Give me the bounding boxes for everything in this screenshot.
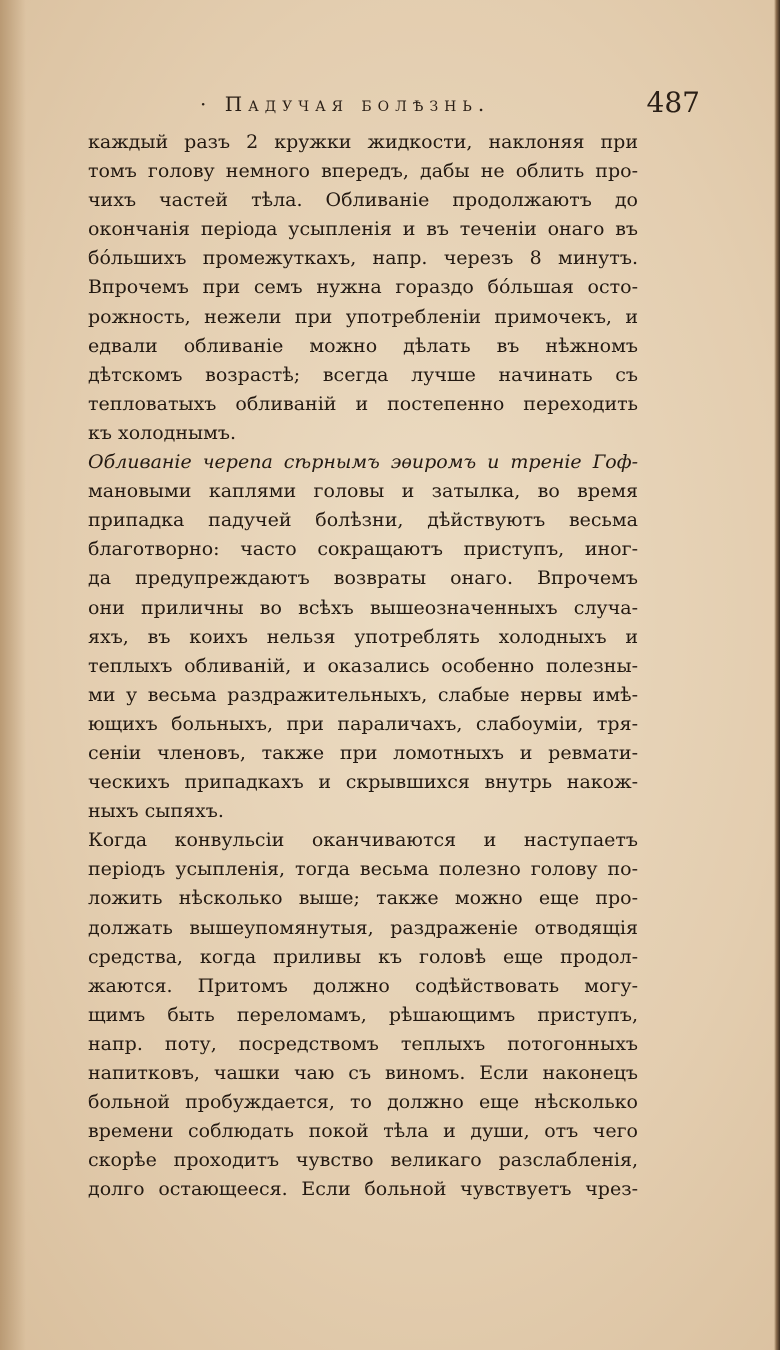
text-line: щимъ быть переломамъ, рѣшающимъ приступъ,	[88, 1003, 638, 1026]
text-line: тепловатыхъ обливаній и постепенно переходить	[88, 392, 638, 415]
text-line: рожность, нежели при употребленіи примочекъ, и	[88, 305, 638, 328]
text-line: каждый разъ 2 кружки жидкости, наклоняя при	[88, 131, 638, 153]
text-line: теплыхъ обливаній, и оказались особенно полезны-	[88, 654, 638, 677]
running-head: · Падучая болѣзнь.	[200, 92, 491, 116]
text-line: сеніи членовъ, также при ломотныхъ и ревмати-	[88, 741, 638, 764]
page-edge	[774, 0, 780, 1350]
text-line: едвали обливаніе можно дѣлать въ нѣжномъ	[88, 334, 638, 357]
paragraph-1	[88, 128, 638, 448]
body-text	[88, 128, 638, 1204]
text-line	[88, 448, 638, 477]
text-line: долго остающееся. Если больной чувствуетъ чрез-	[88, 1178, 638, 1201]
paragraph-2	[88, 448, 638, 826]
text-line: скорѣе проходитъ чувство великаго разслабленія,	[88, 1149, 638, 1172]
text-line: жаются. Притомъ должно содѣйствовать могу-	[88, 974, 638, 997]
text-line: ми у весьма раздражительныхъ, слабые нервы имѣ-	[88, 683, 638, 706]
text-line: благотворно: часто сокращаютъ приступъ, иног-	[88, 538, 638, 561]
text-line: яхъ, въ коихъ нельзя употреблять холодныхъ и	[88, 625, 638, 648]
spine-shadow	[0, 0, 26, 1350]
text-line: ющихъ больныхъ, при параличахъ, слабоуміи, тря-	[88, 712, 638, 735]
text-line: Когда конвульсіи оканчиваются и наступаетъ	[88, 829, 638, 852]
text-line: напр. поту, посредствомъ теплыхъ потогонныхъ	[88, 1032, 638, 1055]
text-line: окончанія періода усыпленія и въ теченіи онаго въ	[88, 218, 638, 241]
text-line: бо́льшихъ промежуткахъ, напр. черезъ 8 минутъ.	[88, 247, 638, 270]
page-number: 487	[646, 86, 700, 119]
italic-phrase: Обливаніе черепа сѣрнымъ эѳиромъ и треніе Гоф-	[88, 451, 638, 474]
text-line: томъ голову немного впередъ, дабы не облить про-	[88, 160, 638, 183]
text-line: ложить нѣсколько выше; также можно еще про-	[88, 887, 638, 910]
text-line: чихъ частей тѣла. Обливаніе продолжаютъ до	[88, 189, 638, 212]
text-line: дѣтскомъ возрастѣ; всегда лучше начинать съ	[88, 363, 638, 386]
text-line: напитковъ, чашки чаю съ виномъ. Если наконецъ	[88, 1062, 638, 1084]
text-line: должать вышеупомянутыя, раздраженіе отводящія	[88, 916, 638, 939]
text-line: періодъ усыпленія, тогда весьма полезно голову по-	[88, 858, 638, 881]
text-line: къ холоднымъ.	[88, 421, 237, 444]
paragraph-3	[88, 826, 638, 1204]
text-line: они приличны во всѣхъ вышеозначенныхъ случа-	[88, 596, 638, 619]
text-line: ческихъ припадкахъ и скрывшихся внутрь накож-	[88, 771, 638, 794]
text-line: Впрочемъ при семъ нужна гораздо бо́льшая осто-	[88, 276, 638, 299]
text-line: ныхъ сыпяхъ.	[88, 800, 224, 823]
text-line: мановыми каплями головы и затылка, во время	[88, 480, 638, 503]
text-line: времени соблюдать покой тѣла и души, отъ чего	[88, 1120, 638, 1143]
text-line: да предупреждаютъ возвраты онаго. Впрочемъ	[88, 567, 638, 590]
page-header	[60, 86, 700, 126]
text-line: больной пробуждается, то должно еще нѣсколько	[88, 1091, 638, 1114]
text-line: средства, когда приливы къ головѣ еще продол-	[88, 945, 638, 968]
text-line: припадка падучей болѣзни, дѣйствуютъ весьма	[88, 509, 638, 532]
